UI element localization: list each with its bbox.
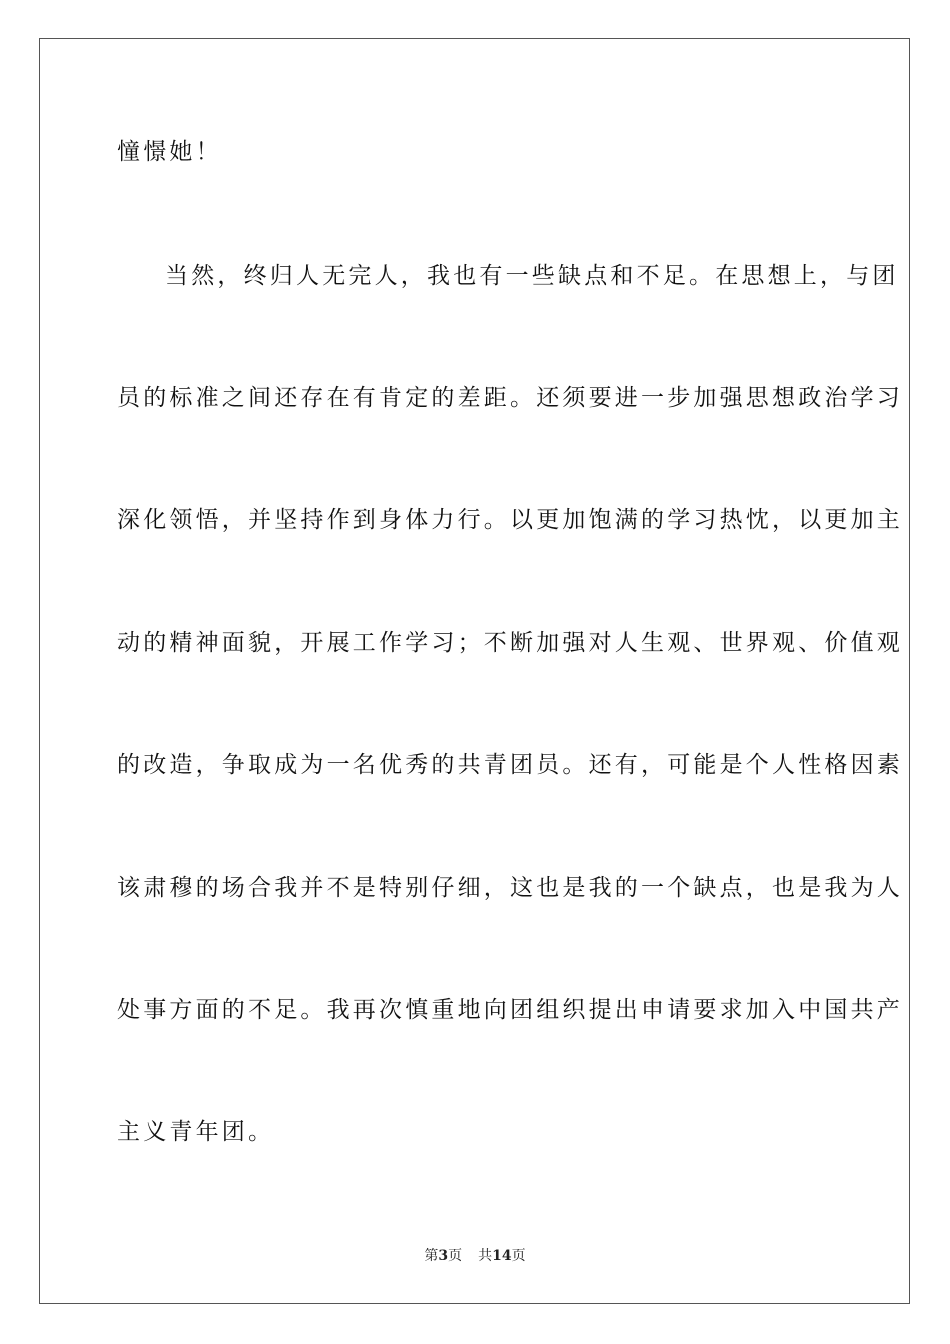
page-current: 3 xyxy=(438,1248,449,1264)
body-line-5: 动的精神面貌，开展工作学习；不断加强对人生观、世界观、价值观 xyxy=(117,630,903,656)
body-line-9: 主义青年团。 xyxy=(117,1119,275,1145)
body-line-1: 憧憬她！ xyxy=(117,139,222,165)
page-total: 14 xyxy=(492,1248,512,1264)
body-line-2: 当然，终归人无完人，我也有一些缺点和不足。在思想上，与团 xyxy=(165,263,899,289)
body-line-6: 的改造，争取成为一名优秀的共青团员。还有，可能是个人性格因素 xyxy=(117,752,903,778)
page-suffix: 页 xyxy=(448,1248,463,1264)
total-prefix: 共 xyxy=(478,1248,493,1264)
body-line-7: 该肃穆的场合我并不是特别仔细，这也是我的一个缺点，也是我为人 xyxy=(117,875,903,901)
page-footer xyxy=(0,1247,950,1265)
body-line-8: 处事方面的不足。我再次慎重地向团组织提出申请要求加入中国共产 xyxy=(117,997,903,1023)
body-line-4: 深化领悟，并坚持作到身体力行。以更加饱满的学习热忱，以更加主 xyxy=(117,507,903,533)
total-suffix: 页 xyxy=(511,1248,526,1264)
body-line-3: 员的标准之间还存在有肯定的差距。还须要进一步加强思想政治学习 xyxy=(117,385,903,411)
page-border xyxy=(39,38,910,1304)
page-prefix: 第 xyxy=(424,1248,439,1264)
